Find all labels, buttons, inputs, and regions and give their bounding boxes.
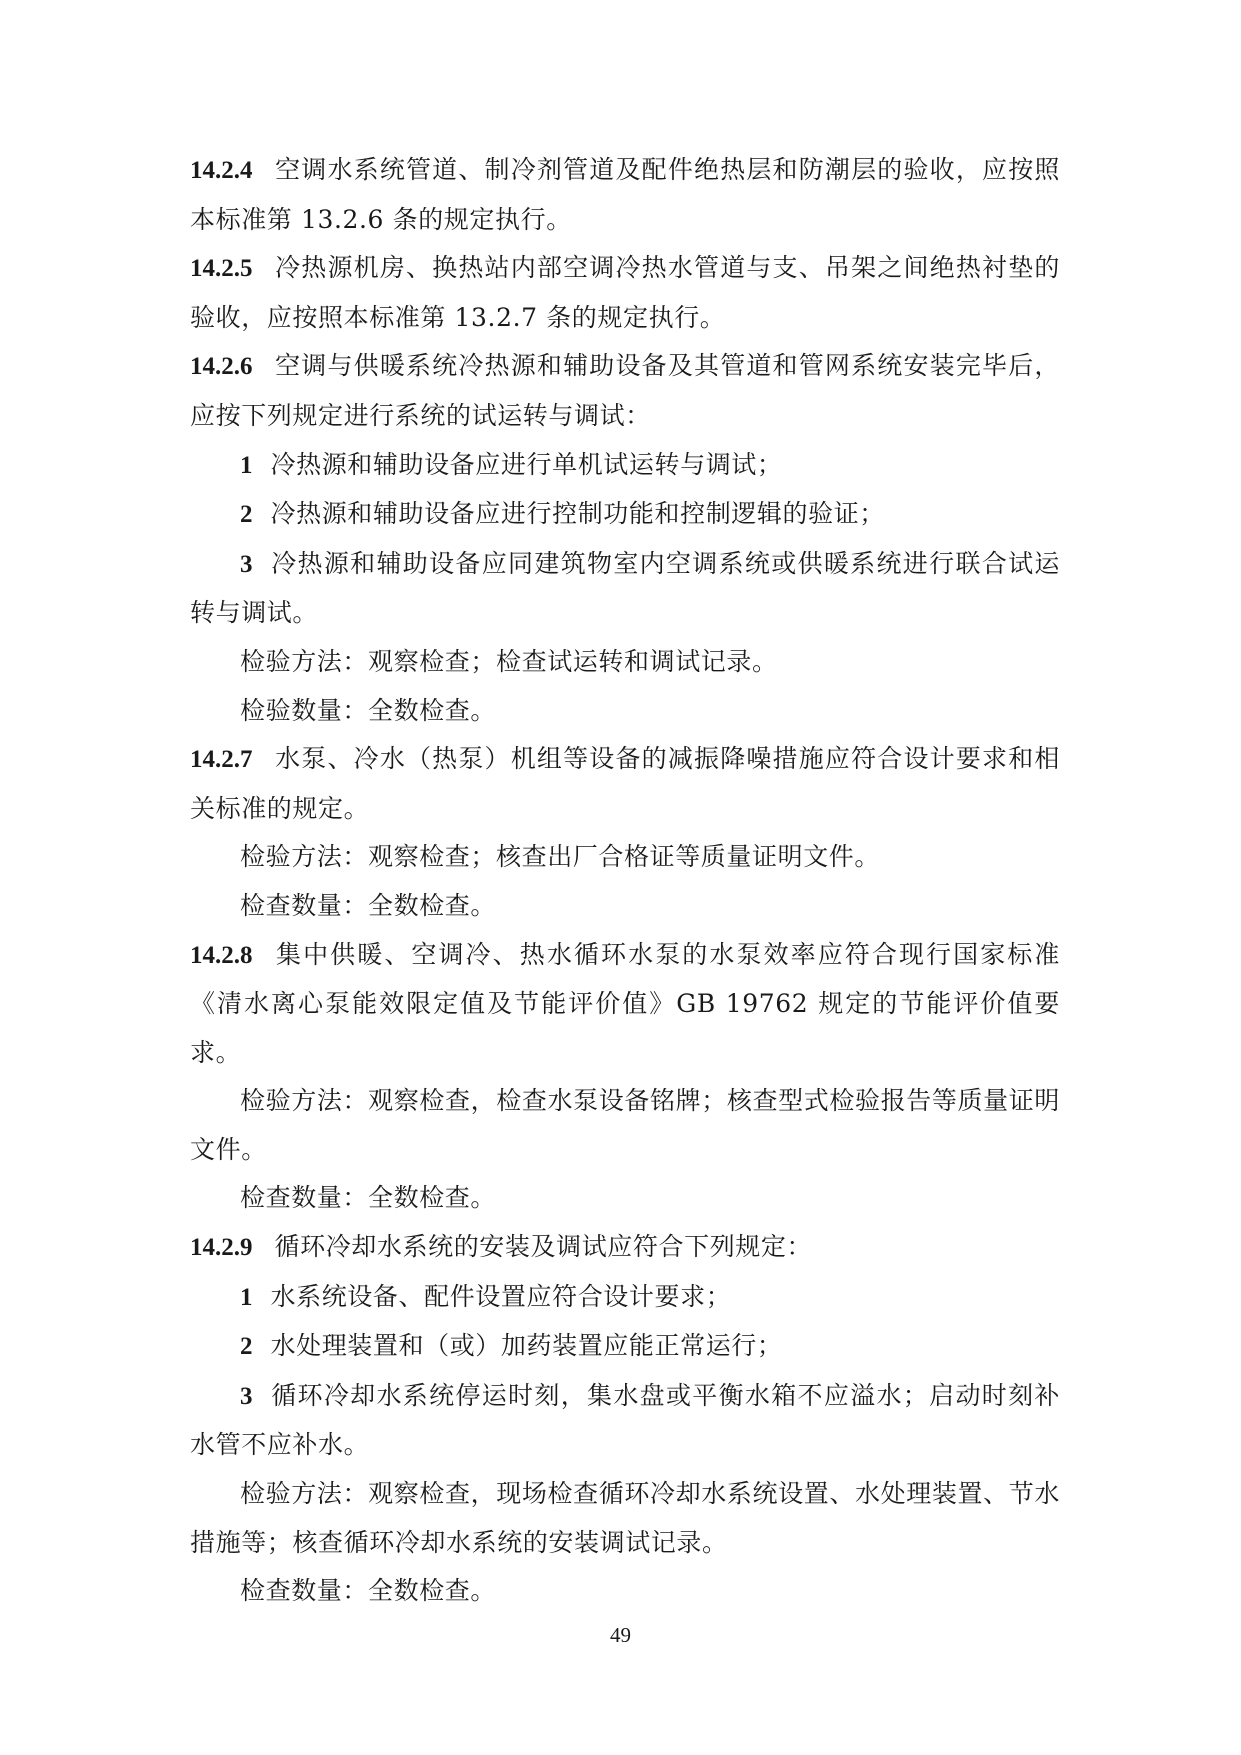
item-number: 3 [240, 550, 253, 578]
item-number: 2 [240, 501, 253, 529]
clause-text: 循环冷却水系统的安装及调试应符合下列规定： [274, 1232, 813, 1262]
clause-number: 14.2.8 [190, 941, 253, 969]
clause-14-2-4 [190, 146, 1060, 244]
inspection-method: 检验方法：观察检查，现场检查循环冷却水系统设置、水处理装置、节水措施等；核查循环冷却水系统的安装调试记录。 [190, 1479, 1060, 1557]
clause-number: 14.2.4 [190, 157, 253, 184]
inspection-quantity: 检查数量：全数检查。 [240, 1183, 497, 1213]
item-text: 水系统设备、配件设置应符合设计要求； [270, 1281, 732, 1311]
clause-text: 冷热源机房、换热站内部空调冷热水管道与支、吊架之间绝热衬垫的验收，应按照本标准第 13.2.7 条的规定执行。 [190, 253, 1060, 332]
list-item [190, 540, 1060, 638]
clause-number: 14.2.7 [190, 746, 253, 774]
list-item [190, 1322, 1060, 1372]
inspection-method: 检验方法：观察检查，检查水泵设备铭牌；核查型式检验报告等质量证明文件。 [190, 1086, 1060, 1164]
page-number: 49 [610, 1623, 631, 1647]
item-text: 冷热源和辅助设备应进行单机试运转与调试； [270, 449, 783, 479]
inspection-method: 检验方法：观察检查；核查出厂合格证等质量证明文件。 [240, 842, 881, 872]
clause-text: 集中供暖、空调冷、热水循环水泵的水泵效率应符合现行国家标准《清水离心泵能效限定值及节能评价值》GB 19762 规定的节能评价值要求。 [190, 939, 1060, 1067]
clause-text: 空调与供暖系统冷热源和辅助设备及其管道和管网系统安装完毕后，应按下列规定进行系统的试运转与调试： [190, 351, 1060, 430]
page-body [190, 146, 1060, 1616]
list-item [190, 441, 1060, 491]
item-number: 1 [240, 1283, 253, 1311]
inspection-quantity: 检验数量：全数检查。 [240, 695, 497, 725]
clause-number: 14.2.5 [190, 255, 253, 283]
item-text: 水处理装置和（或）加药装置应能正常运行； [270, 1331, 783, 1361]
clause-14-2-9 [190, 1223, 1060, 1273]
clause-text: 水泵、冷水（热泵）机组等设备的减振降噪措施应符合设计要求和相关标准的规定。 [190, 744, 1060, 823]
list-item [190, 490, 1060, 540]
clause-14-2-6 [190, 342, 1060, 440]
clause-text: 空调水系统管道、制冷剂管道及配件绝热层和防潮层的验收，应按照本标准第 13.2.6 条的规定执行。 [190, 155, 1060, 234]
clause-14-2-7 [190, 735, 1060, 833]
clause-number: 14.2.6 [190, 353, 253, 381]
item-text: 循环冷却水系统停运时刻，集水盘或平衡水箱不应溢水；启动时刻补水管不应补水。 [190, 1380, 1060, 1460]
inspection-method: 检验方法：观察检查；检查试运转和调试记录。 [240, 646, 778, 676]
item-text: 冷热源和辅助设备应同建筑物室内空调系统或供暖系统进行联合试运转与调试。 [190, 548, 1060, 628]
inspection-quantity: 检查数量：全数检查。 [240, 890, 497, 920]
inspection-quantity: 检查数量：全数检查。 [240, 1576, 497, 1606]
item-number: 2 [240, 1333, 253, 1361]
clause-14-2-5 [190, 244, 1060, 342]
clause-14-2-8 [190, 931, 1060, 1078]
list-item [190, 1273, 1060, 1323]
item-number: 3 [240, 1382, 253, 1410]
clause-number: 14.2.9 [190, 1234, 253, 1262]
item-text: 冷热源和辅助设备应进行控制功能和控制逻辑的验证； [270, 499, 885, 529]
item-number: 1 [240, 451, 253, 479]
list-item [190, 1372, 1060, 1470]
